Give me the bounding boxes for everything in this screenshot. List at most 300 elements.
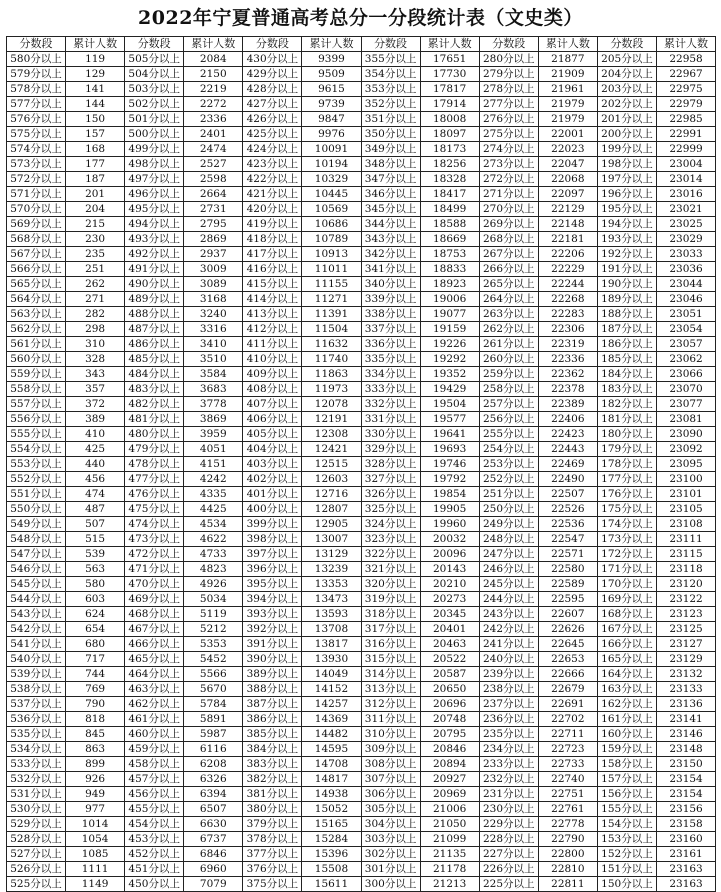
score-band-cell: 261分以上 [479, 337, 538, 352]
score-band-cell: 543分以上 [7, 607, 66, 622]
cumulative-count-cell: 5670 [184, 682, 243, 697]
score-band-cell: 471分以上 [125, 562, 184, 577]
cumulative-count-cell: 10913 [302, 247, 361, 262]
score-band-cell: 303分以上 [361, 832, 420, 847]
score-band-cell: 348分以上 [361, 157, 420, 172]
score-band-cell: 272分以上 [479, 172, 538, 187]
cumulative-count-cell: 6116 [184, 742, 243, 757]
cumulative-count-cell: 654 [66, 622, 125, 637]
cumulative-count-cell: 22645 [538, 637, 597, 652]
score-band-cell: 559分以上 [7, 367, 66, 382]
score-band-cell: 241分以上 [479, 637, 538, 652]
score-band-cell: 189分以上 [597, 292, 656, 307]
score-band-cell: 301分以上 [361, 862, 420, 877]
cumulative-count-cell: 310 [66, 337, 125, 352]
cumulative-count-cell: 10789 [302, 232, 361, 247]
cumulative-count-cell: 23092 [656, 442, 715, 457]
score-band-cell: 411分以上 [243, 337, 302, 352]
cumulative-count-cell: 23129 [656, 652, 715, 667]
cumulative-count-cell: 15165 [302, 817, 361, 832]
cumulative-count-cell: 2664 [184, 187, 243, 202]
score-band-cell: 476分以上 [125, 487, 184, 502]
score-band-cell: 257分以上 [479, 397, 538, 412]
cumulative-count-cell: 23160 [656, 832, 715, 847]
cumulative-count-cell: 22626 [538, 622, 597, 637]
cumulative-count-cell: 20696 [420, 697, 479, 712]
score-band-cell: 467分以上 [125, 622, 184, 637]
score-band-cell: 331分以上 [361, 412, 420, 427]
cumulative-count-cell: 20748 [420, 712, 479, 727]
cumulative-count-cell: 18923 [420, 277, 479, 292]
score-band-cell: 576分以上 [7, 112, 66, 127]
table-row [7, 487, 716, 502]
cumulative-count-cell: 13129 [302, 547, 361, 562]
cumulative-count-cell: 23054 [656, 322, 715, 337]
cumulative-count-cell: 22536 [538, 517, 597, 532]
cumulative-count-cell: 440 [66, 457, 125, 472]
cumulative-count-cell: 23133 [656, 682, 715, 697]
cumulative-count-cell: 899 [66, 757, 125, 772]
score-band-cell: 159分以上 [597, 742, 656, 757]
cumulative-count-cell: 6326 [184, 772, 243, 787]
cumulative-count-cell: 15052 [302, 802, 361, 817]
score-band-cell: 260分以上 [479, 352, 538, 367]
cumulative-count-cell: 17651 [420, 52, 479, 67]
cumulative-count-cell: 23070 [656, 382, 715, 397]
cumulative-count-cell: 6630 [184, 817, 243, 832]
score-band-cell: 547分以上 [7, 547, 66, 562]
cumulative-count-cell: 23025 [656, 217, 715, 232]
table-row [7, 412, 716, 427]
score-band-cell: 273分以上 [479, 157, 538, 172]
cumulative-count-cell: 4823 [184, 562, 243, 577]
cumulative-count-cell: 18256 [420, 157, 479, 172]
cumulative-count-cell: 13817 [302, 637, 361, 652]
cumulative-count-cell: 2731 [184, 202, 243, 217]
score-band-cell: 280分以上 [479, 52, 538, 67]
score-band-cell: 315分以上 [361, 652, 420, 667]
score-band-cell: 267分以上 [479, 247, 538, 262]
cumulative-count-cell: 22283 [538, 307, 597, 322]
cumulative-count-cell: 10445 [302, 187, 361, 202]
cumulative-count-cell: 12515 [302, 457, 361, 472]
cumulative-count-cell: 9847 [302, 112, 361, 127]
cumulative-count-cell: 10329 [302, 172, 361, 187]
cumulative-count-cell: 1014 [66, 817, 125, 832]
score-band-cell: 246分以上 [479, 562, 538, 577]
cumulative-count-cell: 23146 [656, 727, 715, 742]
score-band-cell: 577分以上 [7, 97, 66, 112]
score-band-cell: 417分以上 [243, 247, 302, 262]
score-band-cell: 527分以上 [7, 847, 66, 862]
cumulative-count-cell: 3584 [184, 367, 243, 382]
cumulative-count-cell: 23136 [656, 697, 715, 712]
score-band-cell: 422分以上 [243, 172, 302, 187]
cumulative-count-cell: 13239 [302, 562, 361, 577]
score-band-cell: 461分以上 [125, 712, 184, 727]
cumulative-count-cell: 22443 [538, 442, 597, 457]
score-band-cell: 243分以上 [479, 607, 538, 622]
score-band-cell: 310分以上 [361, 727, 420, 742]
score-band-cell: 568分以上 [7, 232, 66, 247]
score-band-cell: 502分以上 [125, 97, 184, 112]
cumulative-count-cell: 19159 [420, 322, 479, 337]
score-band-cell: 569分以上 [7, 217, 66, 232]
score-band-cell: 375分以上 [243, 877, 302, 892]
cumulative-count-cell: 23154 [656, 772, 715, 787]
score-band-cell: 490分以上 [125, 277, 184, 292]
score-band-cell: 231分以上 [479, 787, 538, 802]
table-row [7, 307, 716, 322]
score-band-cell: 160分以上 [597, 727, 656, 742]
score-band-cell: 425分以上 [243, 127, 302, 142]
score-band-cell: 535分以上 [7, 727, 66, 742]
score-band-cell: 336分以上 [361, 337, 420, 352]
cumulative-count-cell: 20463 [420, 637, 479, 652]
cumulative-count-cell: 4622 [184, 532, 243, 547]
score-band-cell: 470分以上 [125, 577, 184, 592]
cumulative-count-cell: 19006 [420, 292, 479, 307]
cumulative-count-cell: 19226 [420, 337, 479, 352]
score-band-cell: 427分以上 [243, 97, 302, 112]
table-row [7, 457, 716, 472]
cumulative-count-cell: 13007 [302, 532, 361, 547]
score-band-cell: 184分以上 [597, 367, 656, 382]
score-band-cell: 532分以上 [7, 772, 66, 787]
cumulative-count-cell: 5353 [184, 637, 243, 652]
score-band-cell: 192分以上 [597, 247, 656, 262]
cumulative-count-cell: 410 [66, 427, 125, 442]
score-band-cell: 244分以上 [479, 592, 538, 607]
cumulative-count-cell: 22711 [538, 727, 597, 742]
score-band-cell: 545分以上 [7, 577, 66, 592]
cumulative-count-cell: 4151 [184, 457, 243, 472]
cumulative-count-cell: 23101 [656, 487, 715, 502]
score-band-cell: 462分以上 [125, 697, 184, 712]
score-band-cell: 335分以上 [361, 352, 420, 367]
score-band-cell: 534分以上 [7, 742, 66, 757]
cumulative-count-cell: 20969 [420, 787, 479, 802]
cumulative-count-cell: 11391 [302, 307, 361, 322]
score-band-cell: 424分以上 [243, 142, 302, 157]
cumulative-count-cell: 9615 [302, 82, 361, 97]
cumulative-count-cell: 744 [66, 667, 125, 682]
score-band-cell: 387分以上 [243, 697, 302, 712]
score-band-cell: 195分以上 [597, 202, 656, 217]
cumulative-count-cell: 18328 [420, 172, 479, 187]
cumulative-count-cell: 20143 [420, 562, 479, 577]
score-band-cell: 337分以上 [361, 322, 420, 337]
score-band-cell: 399分以上 [243, 517, 302, 532]
score-band-cell: 317分以上 [361, 622, 420, 637]
cumulative-count-cell: 680 [66, 637, 125, 652]
score-band-cell: 548分以上 [7, 532, 66, 547]
cumulative-count-cell: 20032 [420, 532, 479, 547]
cumulative-count-cell: 3959 [184, 427, 243, 442]
header-score-band: 分数段 [7, 37, 66, 52]
cumulative-count-cell: 13353 [302, 577, 361, 592]
score-band-cell: 156分以上 [597, 787, 656, 802]
cumulative-count-cell: 22068 [538, 172, 597, 187]
score-band-cell: 274分以上 [479, 142, 538, 157]
score-band-cell: 324分以上 [361, 517, 420, 532]
score-band-cell: 200分以上 [597, 127, 656, 142]
cumulative-count-cell: 13708 [302, 622, 361, 637]
cumulative-count-cell: 262 [66, 277, 125, 292]
cumulative-count-cell: 23066 [656, 367, 715, 382]
cumulative-count-cell: 926 [66, 772, 125, 787]
score-band-cell: 400分以上 [243, 502, 302, 517]
cumulative-count-cell: 23057 [656, 337, 715, 352]
cumulative-count-cell: 6507 [184, 802, 243, 817]
cumulative-count-cell: 19292 [420, 352, 479, 367]
cumulative-count-cell: 22526 [538, 502, 597, 517]
score-band-cell: 352分以上 [361, 97, 420, 112]
cumulative-count-cell: 150 [66, 112, 125, 127]
cumulative-count-cell: 11863 [302, 367, 361, 382]
score-band-cell: 245分以上 [479, 577, 538, 592]
cumulative-count-cell: 119 [66, 52, 125, 67]
score-band-cell: 343分以上 [361, 232, 420, 247]
score-band-cell: 236分以上 [479, 712, 538, 727]
cumulative-count-cell: 23077 [656, 397, 715, 412]
table-row [7, 217, 716, 232]
cumulative-count-cell: 9399 [302, 52, 361, 67]
table-row [7, 157, 716, 172]
cumulative-count-cell: 17817 [420, 82, 479, 97]
score-band-cell: 504分以上 [125, 67, 184, 82]
score-band-cell: 563分以上 [7, 307, 66, 322]
cumulative-count-cell: 5891 [184, 712, 243, 727]
score-band-cell: 187分以上 [597, 322, 656, 337]
score-band-cell: 226分以上 [479, 862, 538, 877]
score-band-cell: 196分以上 [597, 187, 656, 202]
table-row [7, 607, 716, 622]
cumulative-count-cell: 389 [66, 412, 125, 427]
cumulative-count-cell: 23046 [656, 292, 715, 307]
score-band-cell: 158分以上 [597, 757, 656, 772]
score-band-cell: 575分以上 [7, 127, 66, 142]
cumulative-count-cell: 539 [66, 547, 125, 562]
cumulative-count-cell: 5119 [184, 607, 243, 622]
cumulative-count-cell: 215 [66, 217, 125, 232]
cumulative-count-cell: 328 [66, 352, 125, 367]
score-band-cell: 249分以上 [479, 517, 538, 532]
table-row [7, 472, 716, 487]
cumulative-count-cell: 20587 [420, 667, 479, 682]
score-band-cell: 474分以上 [125, 517, 184, 532]
score-band-cell: 180分以上 [597, 427, 656, 442]
cumulative-count-cell: 20096 [420, 547, 479, 562]
score-band-cell: 561分以上 [7, 337, 66, 352]
score-band-cell: 505分以上 [125, 52, 184, 67]
score-band-cell: 239分以上 [479, 667, 538, 682]
header-score-band: 分数段 [125, 37, 184, 52]
cumulative-count-cell: 22001 [538, 127, 597, 142]
cumulative-count-cell: 22702 [538, 712, 597, 727]
cumulative-count-cell: 18588 [420, 217, 479, 232]
score-band-cell: 255分以上 [479, 427, 538, 442]
cumulative-count-cell: 6737 [184, 832, 243, 847]
cumulative-count-cell: 2527 [184, 157, 243, 172]
cumulative-count-cell: 11011 [302, 262, 361, 277]
cumulative-count-cell: 22023 [538, 142, 597, 157]
cumulative-count-cell: 949 [66, 787, 125, 802]
header-score-band: 分数段 [361, 37, 420, 52]
table-row [7, 817, 716, 832]
score-band-cell: 321分以上 [361, 562, 420, 577]
score-band-cell: 164分以上 [597, 667, 656, 682]
cumulative-count-cell: 22507 [538, 487, 597, 502]
score-band-cell: 560分以上 [7, 352, 66, 367]
cumulative-count-cell: 23141 [656, 712, 715, 727]
cumulative-count-cell: 230 [66, 232, 125, 247]
table-row [7, 727, 716, 742]
score-band-cell: 259分以上 [479, 367, 538, 382]
cumulative-count-cell: 187 [66, 172, 125, 187]
cumulative-count-cell: 19905 [420, 502, 479, 517]
score-band-cell: 341分以上 [361, 262, 420, 277]
score-band-cell: 574分以上 [7, 142, 66, 157]
score-band-cell: 454分以上 [125, 817, 184, 832]
cumulative-count-cell: 271 [66, 292, 125, 307]
score-band-cell: 153分以上 [597, 832, 656, 847]
cumulative-count-cell: 18833 [420, 262, 479, 277]
score-band-cell: 401分以上 [243, 487, 302, 502]
score-band-cell: 402分以上 [243, 472, 302, 487]
score-band-cell: 177分以上 [597, 472, 656, 487]
score-band-cell: 457分以上 [125, 772, 184, 787]
score-band-cell: 264分以上 [479, 292, 538, 307]
score-band-cell: 481分以上 [125, 412, 184, 427]
score-band-cell: 329分以上 [361, 442, 420, 457]
cumulative-count-cell: 23125 [656, 622, 715, 637]
score-band-cell: 254分以上 [479, 442, 538, 457]
table-row [7, 592, 716, 607]
score-band-cell: 495分以上 [125, 202, 184, 217]
score-band-cell: 466分以上 [125, 637, 184, 652]
table-row [7, 682, 716, 697]
cumulative-count-cell: 21877 [538, 52, 597, 67]
cumulative-count-cell: 474 [66, 487, 125, 502]
score-band-cell: 266分以上 [479, 262, 538, 277]
table-row [7, 577, 716, 592]
cumulative-count-cell: 22691 [538, 697, 597, 712]
table-row [7, 757, 716, 772]
score-band-cell: 302分以上 [361, 847, 420, 862]
cumulative-count-cell: 603 [66, 592, 125, 607]
cumulative-count-cell: 6208 [184, 757, 243, 772]
cumulative-count-cell: 23033 [656, 247, 715, 262]
cumulative-count-cell: 18753 [420, 247, 479, 262]
table-row [7, 547, 716, 562]
table-row [7, 187, 716, 202]
cumulative-count-cell: 3869 [184, 412, 243, 427]
cumulative-count-cell: 141 [66, 82, 125, 97]
score-band-cell: 225分以上 [479, 877, 538, 892]
score-band-cell: 379分以上 [243, 817, 302, 832]
cumulative-count-cell: 22580 [538, 562, 597, 577]
score-band-cell: 251分以上 [479, 487, 538, 502]
score-band-cell: 463分以上 [125, 682, 184, 697]
cumulative-count-cell: 2795 [184, 217, 243, 232]
score-band-cell: 451分以上 [125, 862, 184, 877]
cumulative-count-cell: 15284 [302, 832, 361, 847]
cumulative-count-cell: 20927 [420, 772, 479, 787]
score-band-cell: 455分以上 [125, 802, 184, 817]
cumulative-count-cell: 22985 [656, 112, 715, 127]
cumulative-count-cell: 23158 [656, 817, 715, 832]
score-band-cell: 183分以上 [597, 382, 656, 397]
score-band-cell: 564分以上 [7, 292, 66, 307]
score-band-cell: 342分以上 [361, 247, 420, 262]
cumulative-count-cell: 12421 [302, 442, 361, 457]
cumulative-count-cell: 282 [66, 307, 125, 322]
cumulative-count-cell: 22547 [538, 532, 597, 547]
cumulative-count-cell: 10686 [302, 217, 361, 232]
score-band-cell: 277分以上 [479, 97, 538, 112]
score-band-cell: 316分以上 [361, 637, 420, 652]
score-band-cell: 579分以上 [7, 67, 66, 82]
cumulative-count-cell: 14482 [302, 727, 361, 742]
score-band-cell: 475分以上 [125, 502, 184, 517]
cumulative-count-cell: 22571 [538, 547, 597, 562]
cumulative-count-cell: 3009 [184, 262, 243, 277]
table-row [7, 97, 716, 112]
cumulative-count-cell: 14708 [302, 757, 361, 772]
cumulative-count-cell: 21178 [420, 862, 479, 877]
score-band-cell: 270分以上 [479, 202, 538, 217]
cumulative-count-cell: 12807 [302, 502, 361, 517]
table-row [7, 82, 716, 97]
score-band-cell: 554分以上 [7, 442, 66, 457]
cumulative-count-cell: 17730 [420, 67, 479, 82]
cumulative-count-cell: 2219 [184, 82, 243, 97]
cumulative-count-cell: 129 [66, 67, 125, 82]
cumulative-count-cell: 3089 [184, 277, 243, 292]
cumulative-count-cell: 22979 [656, 97, 715, 112]
score-band-cell: 539分以上 [7, 667, 66, 682]
cumulative-count-cell: 20345 [420, 607, 479, 622]
table-row [7, 787, 716, 802]
table-row [7, 262, 716, 277]
score-band-cell: 482分以上 [125, 397, 184, 412]
score-band-cell: 327分以上 [361, 472, 420, 487]
score-band-cell: 250分以上 [479, 502, 538, 517]
cumulative-count-cell: 23029 [656, 232, 715, 247]
cumulative-count-cell: 177 [66, 157, 125, 172]
cumulative-count-cell: 343 [66, 367, 125, 382]
table-row [7, 367, 716, 382]
cumulative-count-cell: 1054 [66, 832, 125, 847]
cumulative-count-cell: 425 [66, 442, 125, 457]
cumulative-count-cell: 20522 [420, 652, 479, 667]
cumulative-count-cell: 22790 [538, 832, 597, 847]
score-band-cell: 578分以上 [7, 82, 66, 97]
score-band-cell: 240分以上 [479, 652, 538, 667]
cumulative-count-cell: 13930 [302, 652, 361, 667]
score-band-cell: 334分以上 [361, 367, 420, 382]
table-row [7, 322, 716, 337]
score-band-cell: 186分以上 [597, 337, 656, 352]
cumulative-count-cell: 515 [66, 532, 125, 547]
score-band-cell: 549分以上 [7, 517, 66, 532]
cumulative-count-cell: 456 [66, 472, 125, 487]
cumulative-count-cell: 5212 [184, 622, 243, 637]
score-band-cell: 157分以上 [597, 772, 656, 787]
score-band-cell: 540分以上 [7, 652, 66, 667]
score-band-cell: 235分以上 [479, 727, 538, 742]
